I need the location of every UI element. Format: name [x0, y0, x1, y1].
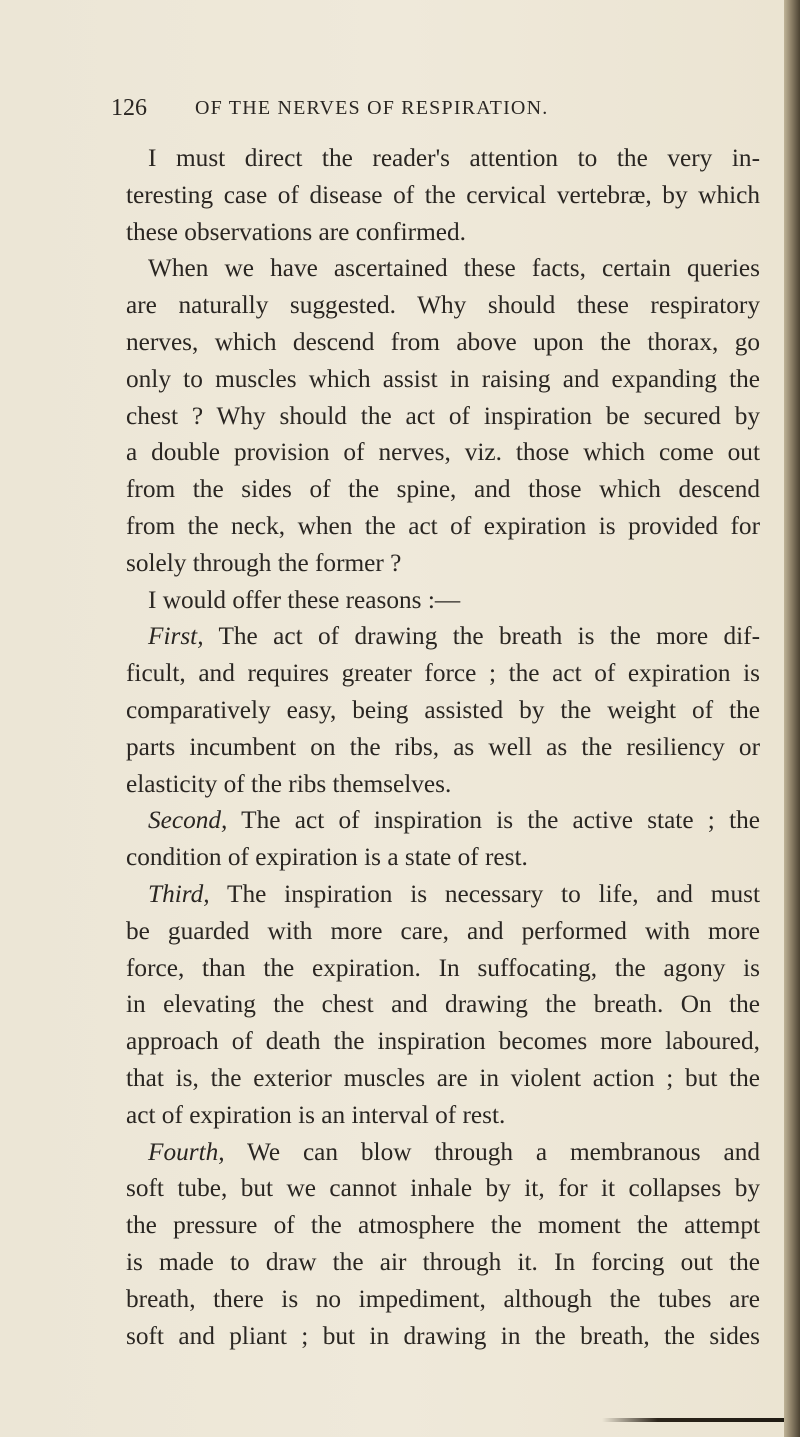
text-line-12: solely through the former ?: [126, 548, 402, 577]
text-line-25: approach of death the inspiration becomes more laboured,: [126, 1027, 760, 1056]
text-line-1: I must direct the reader's attention to the very in-: [148, 144, 760, 172]
text-line-13: I would offer these reasons :—: [148, 585, 461, 614]
lead-word-first: First,: [148, 622, 204, 651]
binding-shadow: [784, 0, 800, 1437]
body-text: [126, 140, 760, 1354]
page-header: [111, 95, 751, 135]
text-line-18: elasticity of the ribs themselves.: [126, 769, 452, 798]
text-line-21-content: The inspiration is necessary to life, and must: [227, 879, 760, 908]
text-line-28-content: We can blow through a membranous and: [247, 1137, 761, 1166]
text-line-16: comparatively easy, being assisted by the weight of the: [126, 695, 760, 724]
text-line-7: only to muscles which assist in raising and expanding the: [126, 364, 760, 393]
text-line-15: ficult, and requires greater force ; the act of expiration is: [126, 659, 760, 688]
text-line-2: teresting case of disease of the cervical vertebræ, by which: [126, 180, 760, 209]
text-line-20: condition of expiration is a state of rest.: [126, 843, 528, 872]
text-line-27: act of expiration is an interval of rest.: [126, 1100, 506, 1129]
text-line-9: a double provision of nerves, viz. those which come out: [126, 438, 760, 467]
text-line-24: in elevating the chest and drawing the breath. On the: [126, 990, 760, 1019]
text-line-14: [126, 618, 760, 655]
text-line-30: the pressure of the atmosphere the moment the attempt: [126, 1211, 760, 1240]
text-line-31: is made to draw the air through it. In forcing out the: [126, 1247, 760, 1276]
page-number: 126: [111, 95, 147, 121]
bottom-edge-shadow: [602, 1418, 788, 1422]
text-line-19: [126, 802, 760, 839]
text-line-3: these observations are confirmed.: [126, 217, 466, 246]
text-line-32: breath, there is no impediment, although the tubes are: [126, 1284, 760, 1313]
text-line-5: are naturally suggested. Why should these respiratory: [126, 291, 760, 320]
text-line-21: [126, 876, 760, 913]
text-line-8: chest ? Why should the act of inspiration be secured by: [126, 401, 760, 430]
text-line-22: be guarded with more care, and performed with more: [126, 916, 760, 945]
text-line-29: soft tube, but we cannot inhale by it, for it collapses by: [126, 1174, 760, 1203]
lead-word-third: Third,: [148, 879, 210, 908]
lead-word-second: Second,: [148, 806, 228, 835]
text-line-23: force, than the expiration. In suffocating, the agony is: [126, 953, 760, 982]
text-line-17: parts incumbent on the ribs, as well as the resiliency or: [126, 732, 760, 761]
text-line-33: soft and pliant ; but in drawing in the breath, the sides: [126, 1321, 760, 1350]
text-line-26: that is, the exterior muscles are in violent action ; but the: [126, 1063, 760, 1092]
text-line-11: from the neck, when the act of expiration is provided for: [126, 511, 760, 540]
text-line-28: [126, 1134, 760, 1171]
running-title: OF THE NERVES OF RESPIRATION.: [195, 97, 549, 119]
text-line-4: When we have ascertained these facts, certain queries: [148, 254, 760, 283]
text-line-6: nerves, which descend from above upon the thorax, go: [126, 327, 760, 356]
lead-word-fourth: Fourth,: [148, 1137, 225, 1166]
text-line-14-content: The act of drawing the breath is the more dif-: [218, 622, 760, 651]
text-line-19-content: The act of inspiration is the active state ; the: [241, 806, 760, 835]
text-line-10: from the sides of the spine, and those which descend: [126, 475, 760, 504]
